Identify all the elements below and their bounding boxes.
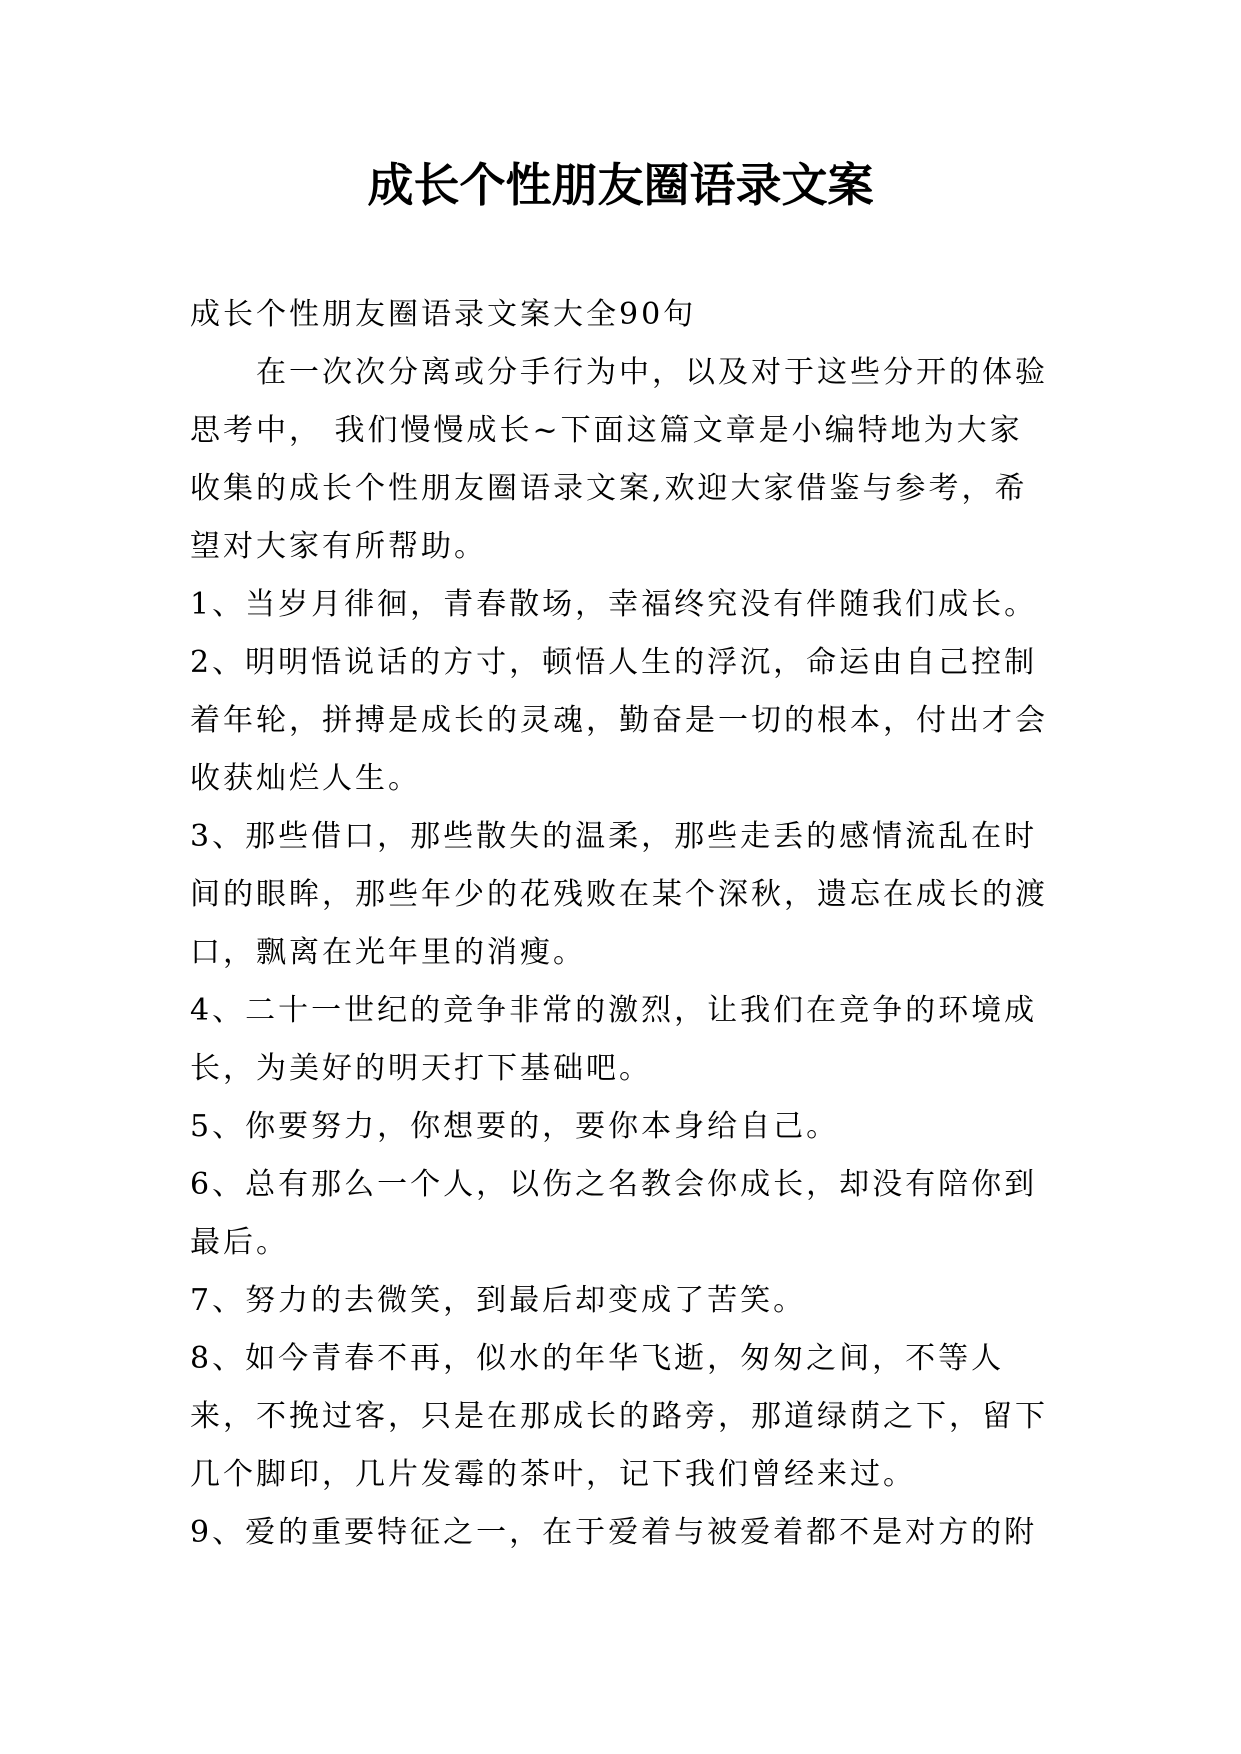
quote-item-4: 4、二十一世纪的竞争非常的激烈，让我们在竞争的环境成长，为美好的明天打下基础吧。 (190, 993, 1038, 1086)
intro-paragraph: 在一次次分离或分手行为中，以及对于这些分开的体验思考中， 我们慢慢成长~下面这篇文章是小编特地为大家收集的成长个性朋友圈语录文案,欢迎大家借鉴与参考，希望对大家有所帮助。 (190, 355, 1048, 564)
quote-item-2: 2、明明悟说话的方寸，顿悟人生的浮沉，命运由自己控制着年轮，拼搏是成长的灵魂，勤奋是一切的根本，付出才会收获灿烂人生。 (190, 645, 1048, 796)
quote-item-9: 9、爱的重要特征之一，在于爱着与被爱着都不是对方的附 (190, 1515, 1038, 1550)
document-title: 成长个性朋友圈语录文案 (367, 158, 874, 212)
quote-item-8: 8、如今青春不再，似水的年华飞逝，匆匆之间，不等人来，不挽过客，只是在那成长的路旁，那道绿荫之下，留下几个脚印，几片发霉的茶叶，记下我们曾经来过。 (190, 1341, 1048, 1492)
document-body (190, 286, 1050, 1562)
quote-item-1: 1、当岁月徘徊，青春散场，幸福终究没有伴随我们成长。 (190, 587, 1038, 622)
document-subtitle: 成长个性朋友圈语录文案大全90句 (190, 297, 697, 332)
quote-item-6: 6、总有那么一个人，以伤之名教会你成长，却没有陪你到最后。 (190, 1167, 1038, 1260)
quote-item-7: 7、努力的去微笑，到最后却变成了苦笑。 (190, 1283, 807, 1318)
quote-item-3: 3、那些借口，那些散失的温柔，那些走丢的感情流乱在时间的眼眸，那些年少的花残败在某个深秋，遗忘在成长的渡口，飘离在光年里的消瘦。 (190, 819, 1048, 970)
quote-item-5: 5、你要努力，你想要的，要你本身给自己。 (190, 1109, 840, 1144)
